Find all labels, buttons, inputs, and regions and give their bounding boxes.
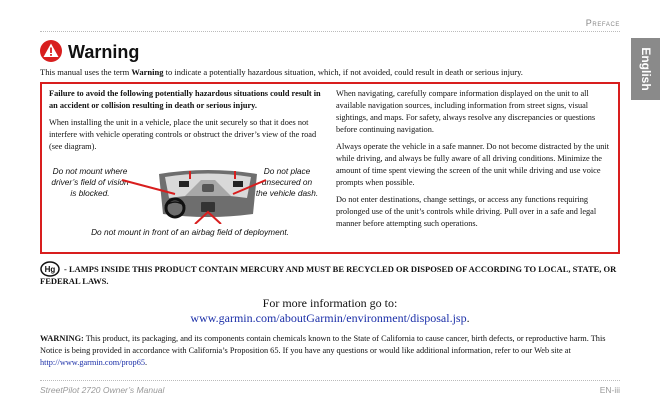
intro-pre: This manual uses the term	[40, 67, 132, 77]
prop65-link[interactable]: http://www.garmin.com/prop65	[40, 358, 146, 368]
footer-divider	[40, 380, 620, 381]
intro-term: Warning	[131, 67, 164, 77]
safe-operation-paragraph: Always operate the vehicle in a safe manner. Do not become distracted by the unit while driving, and always be fully aware of all driving conditions. Minimize the amount of time spent viewing the screen of the unit while driving and use voice prompts when possible.	[336, 142, 610, 188]
header-divider	[40, 31, 620, 32]
diagram-label-vision: Do not mount where driver’s field of vision is blocked.	[51, 166, 129, 198]
mercury-notice: - LAMPS INSIDE THIS PRODUCT CONTAIN MERCURY AND MUST BE RECYCLED OR DISPOSED OF ACCORDING TO LOCAL, STATE, OR FEDERAL LAWS.	[40, 264, 617, 286]
controls-paragraph: Do not enter destinations, change settings, or access any functions requiring prolonged use of the unit’s controls while driving. Pull over in a safe and legal manner before attempting such operations.	[336, 195, 597, 229]
prop65-text: This product, its packaging, and its components contain chemicals known to the State of California to cause cancer, birth defects, or reproductive harm. This Notice is being provided in accordance with California’s Proposition 65. If you have any questions or would like additional information, refer to our Web site at	[40, 334, 606, 356]
diagram-label-airbag: Do not mount in front of an airbag field of deployment.	[91, 227, 289, 237]
section-header: Preface	[585, 18, 620, 28]
more-info	[0, 296, 660, 326]
warning-left-column	[49, 88, 326, 158]
prop65-label: WARNING:	[40, 334, 84, 343]
mercury-symbol: Hg	[44, 265, 56, 274]
prop65-notice	[40, 333, 620, 369]
warning-right-column	[336, 88, 614, 235]
prop65-period: .	[145, 358, 148, 368]
manual-title: StreetPilot 2720 Owner’s Manual	[40, 385, 165, 395]
warning-lead: Failure to avoid the following potentially hazardous situations could result in an accident or collision resulting in death or serious injury.	[49, 89, 321, 111]
install-paragraph: When installing the unit in a vehicle, place the unit securely so that it does not interfere with vehicle operating controls or obstruct the driver’s view of the road (see diagram).	[49, 118, 317, 152]
intro-post: to indicate a potentially hazardous situation, which, if not avoided, could result in death or serious injury.	[163, 67, 523, 77]
diagram-label-dash: Do not place unsecured on the vehicle dash.	[255, 166, 319, 198]
language-tab-label: English	[638, 47, 653, 91]
more-info-line: For more information go to:	[262, 296, 398, 310]
language-tab[interactable]	[631, 38, 660, 100]
diagram-pointer-left	[120, 178, 180, 198]
diagram-pointer-right	[228, 178, 268, 198]
page-number: EN-iii	[599, 385, 620, 395]
disposal-link[interactable]: www.garmin.com/aboutGarmin/environment/disposal.jsp	[190, 311, 467, 325]
warning-intro	[40, 67, 523, 77]
warning-title: Warning	[68, 42, 140, 62]
warning-icon	[40, 40, 62, 62]
navigation-paragraph: When navigating, carefully compare information displayed on the unit to all available navigation sources, including information from street signs, visual sightings, and maps. For safety, always resolve any discrepancies or questions before continuing navigation.	[336, 89, 596, 135]
more-info-period: .	[466, 311, 470, 325]
